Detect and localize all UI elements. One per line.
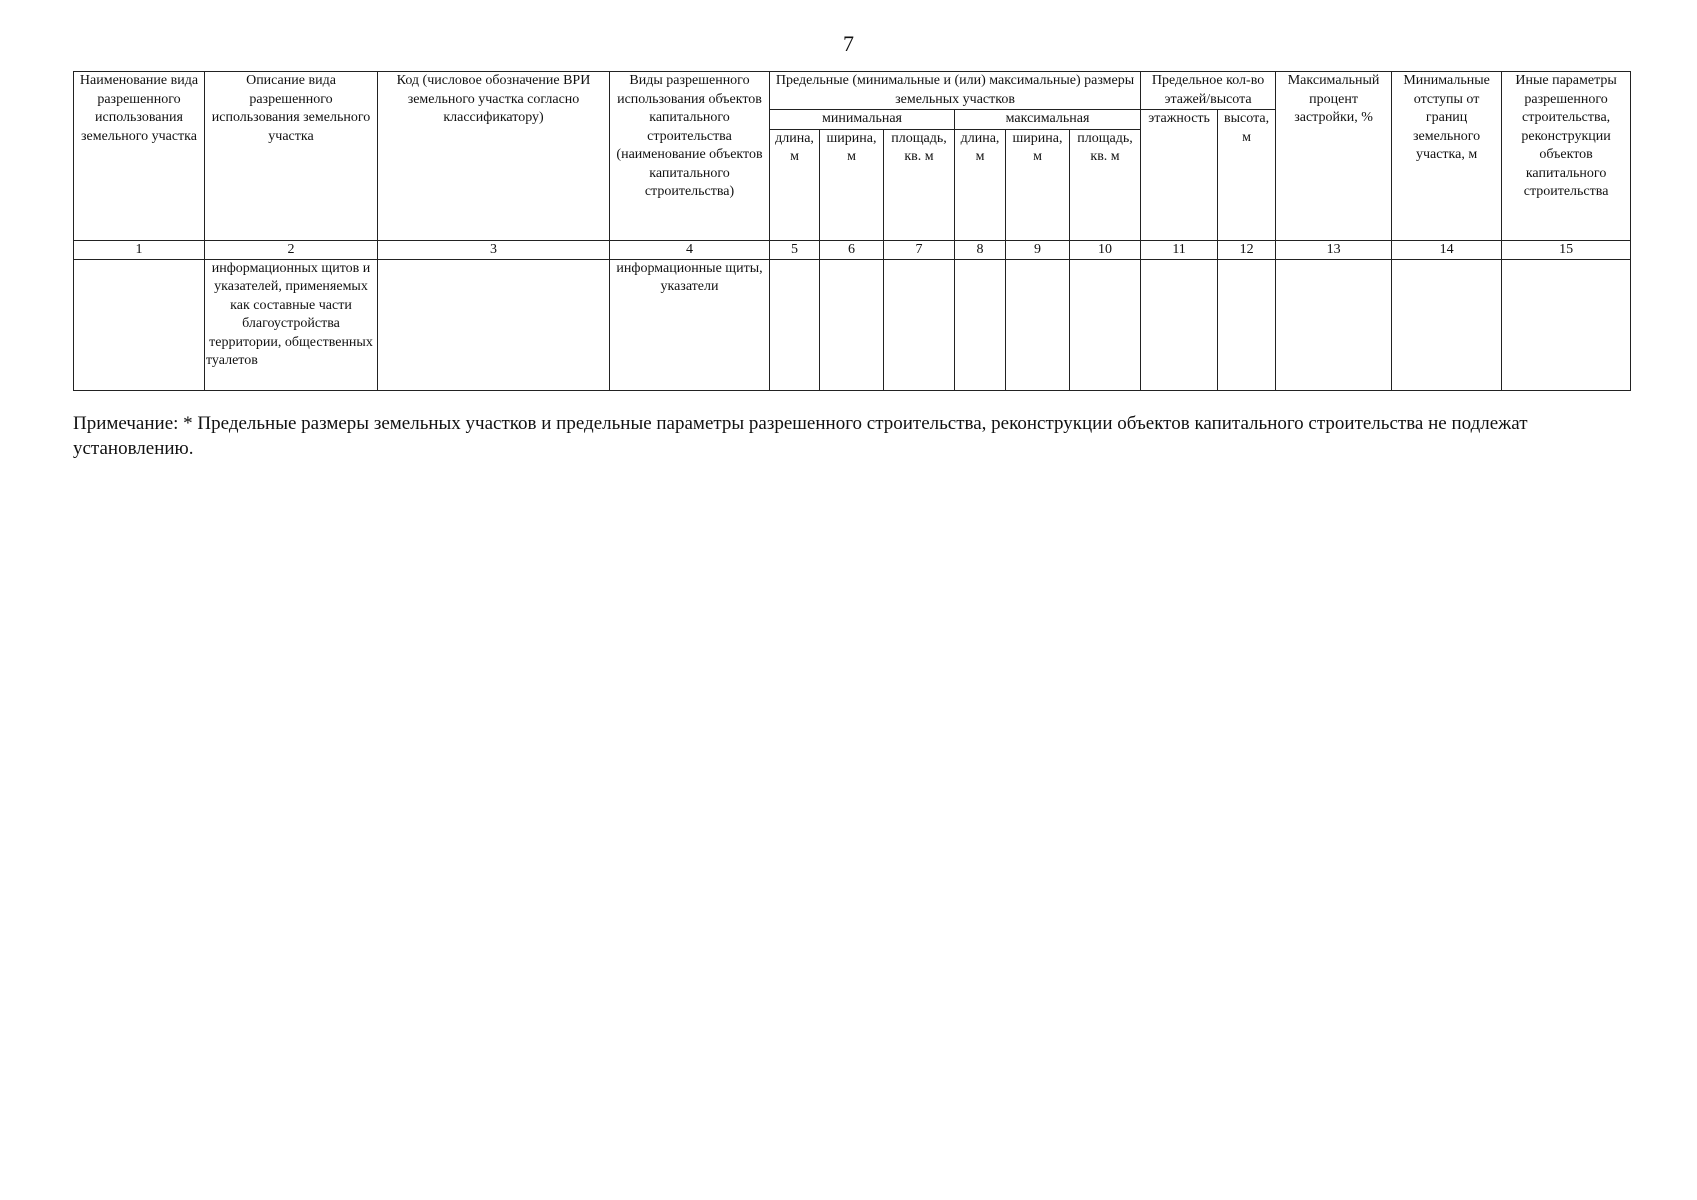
header-max-area: площадь, кв. м xyxy=(1070,129,1141,240)
header-other-params: Иные параметры разрешенного строительства, реконструкции объектов капитального строительства xyxy=(1502,72,1631,241)
cell-other-params xyxy=(1502,259,1631,390)
land-use-table xyxy=(73,71,1631,391)
column-number: 7 xyxy=(884,240,955,259)
column-number: 8 xyxy=(955,240,1006,259)
header-code: Код (числовое обозначение ВРИ земельного участка согласно классификатору) xyxy=(378,72,610,241)
column-number: 13 xyxy=(1276,240,1392,259)
column-number: 1 xyxy=(74,240,205,259)
column-number: 15 xyxy=(1502,240,1631,259)
header-min-width: ширина, м xyxy=(820,129,884,240)
cell-capital-objects: информационные щиты, указатели xyxy=(610,259,770,390)
header-maximum: максимальная xyxy=(955,110,1141,130)
cell-min-length xyxy=(770,259,820,390)
header-max-percent: Максимальный процент застройки, % xyxy=(1276,72,1392,241)
cell-max-area xyxy=(1070,259,1141,390)
cell-code xyxy=(378,259,610,390)
header-floors: этажность xyxy=(1141,110,1218,241)
header-plot-size-limits: Предельные (минимальные и (или) максимальные) размеры земельных участков xyxy=(770,72,1141,110)
column-number: 10 xyxy=(1070,240,1141,259)
header-minimum: минимальная xyxy=(770,110,955,130)
cell-min-width xyxy=(820,259,884,390)
column-number: 11 xyxy=(1141,240,1218,259)
cell-height xyxy=(1218,259,1276,390)
column-number: 9 xyxy=(1006,240,1070,259)
header-min-area: площадь, кв. м xyxy=(884,129,955,240)
header-name: Наименование вида разрешенного использования земельного участка xyxy=(74,72,205,241)
cell-floors xyxy=(1141,259,1218,390)
header-max-width: ширина, м xyxy=(1006,129,1070,240)
column-number: 2 xyxy=(205,240,378,259)
header-min-length: длина, м xyxy=(770,129,820,240)
cell-description: информационных щитов и указателей, применяемых как составные части благоустройства территории, общественных туалетов xyxy=(205,259,378,390)
header-row-1 xyxy=(74,72,1631,110)
header-max-length: длина, м xyxy=(955,129,1006,240)
cell-max-length xyxy=(955,259,1006,390)
header-description: Описание вида разрешенного использования земельного участка xyxy=(205,72,378,241)
header-min-setbacks: Минимальные отступы от границ земельного участка, м xyxy=(1392,72,1502,241)
table-row xyxy=(74,259,1631,390)
footnote: Примечание: * Предельные размеры земельных участков и предельные параметры разрешенного строительства, реконструкции объектов капитального строительства не подлежат установлению. xyxy=(73,413,1528,459)
page-number: 7 xyxy=(843,31,854,56)
column-numbers-row xyxy=(74,240,1631,259)
cell-min-setbacks xyxy=(1392,259,1502,390)
cell-max-width xyxy=(1006,259,1070,390)
column-number: 3 xyxy=(378,240,610,259)
column-number: 14 xyxy=(1392,240,1502,259)
cell-name xyxy=(74,259,205,390)
column-number: 6 xyxy=(820,240,884,259)
header-capital-objects: Виды разрешенного использования объектов капитального строительства (наименование объектов капитального строительства) xyxy=(610,72,770,241)
header-height: высота, м xyxy=(1218,110,1276,241)
cell-min-area xyxy=(884,259,955,390)
column-number: 12 xyxy=(1218,240,1276,259)
header-floors-height: Предельное кол-во этажей/высота xyxy=(1141,72,1276,110)
column-number: 5 xyxy=(770,240,820,259)
cell-max-percent xyxy=(1276,259,1392,390)
column-number: 4 xyxy=(610,240,770,259)
